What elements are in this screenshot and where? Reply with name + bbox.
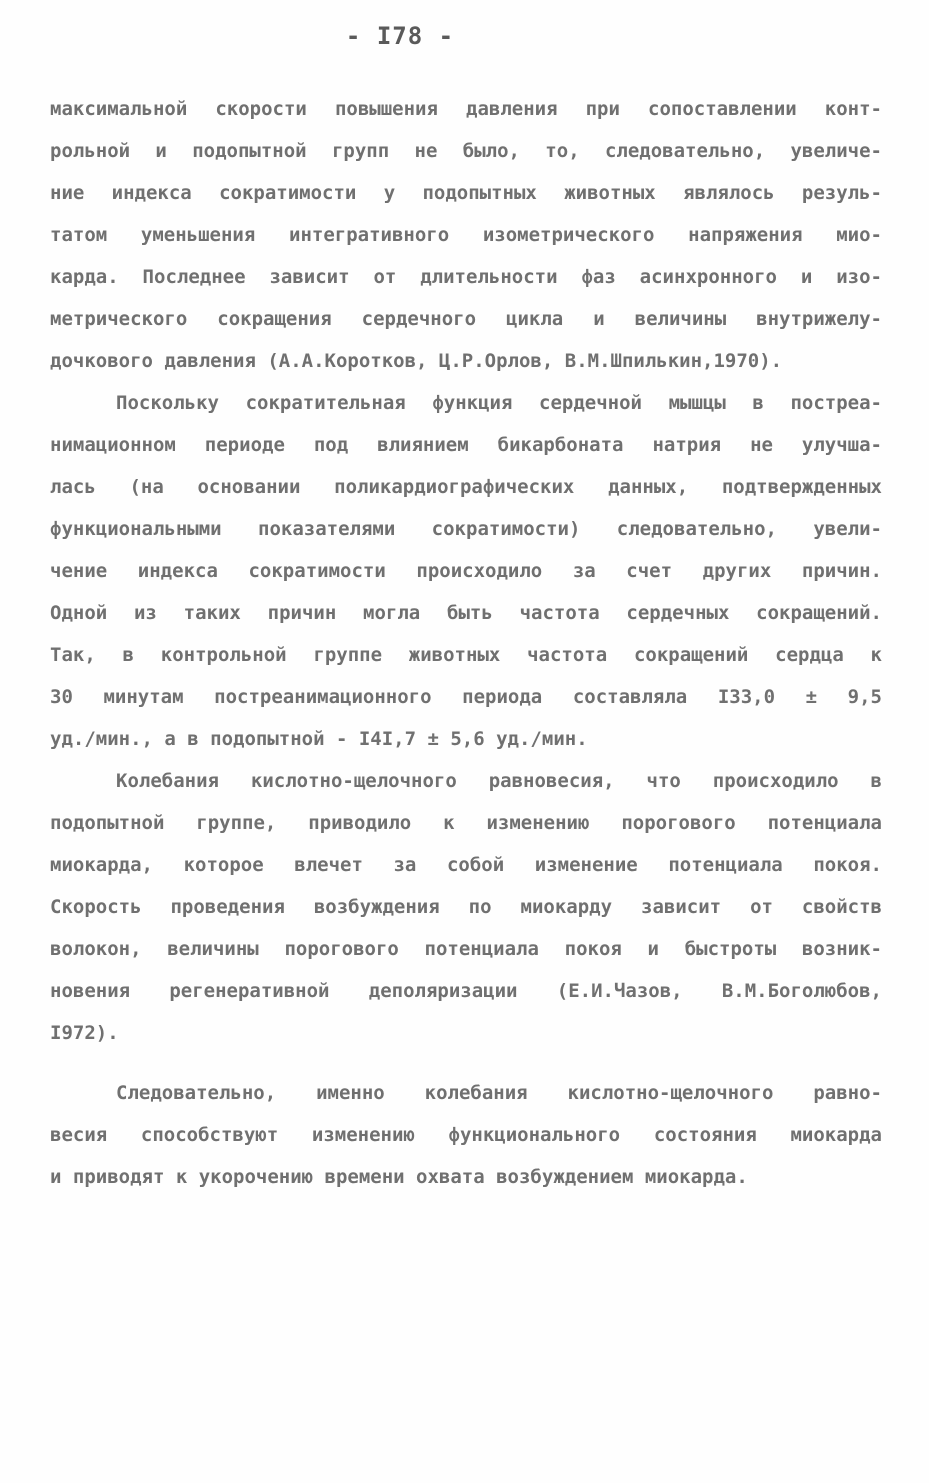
text-line: 30 минутам постреанимационного периода составляла I33,0 ± 9,5 xyxy=(50,686,882,708)
text-line: Поскольку сократительная функция сердечной мышцы в постреа- xyxy=(116,392,882,414)
text-line: татом уменьшения интегративного изометрического напряжения мио- xyxy=(50,224,882,246)
paragraph-gap xyxy=(50,1054,882,1072)
paragraph-2 xyxy=(50,382,882,760)
paragraph-3 xyxy=(50,760,882,1054)
text-line: уд./мин., а в подопытной - I4I,7 ± 5,6 уд./мин. xyxy=(50,728,588,750)
text-line: карда. Последнее зависит от длительности фаз асинхронного и изо- xyxy=(50,266,882,288)
text-line: Следовательно, именно колебания кислотно-щелочного равно- xyxy=(116,1082,882,1104)
text-line: максимальной скорости повышения давления при сопоставлении конт- xyxy=(50,98,882,120)
text-line: миокарда, которое влечет за собой изменение потенциала покоя. xyxy=(50,854,882,876)
paragraph-1 xyxy=(50,88,882,382)
text-line: и приводят к укорочению времени охвата возбуждением миокарда. xyxy=(50,1166,748,1188)
text-line: I972). xyxy=(50,1022,119,1044)
text-line: дочкового давления (А.А.Коротков, Ц.Р.Орлов, В.М.Шпилькин,1970). xyxy=(50,350,783,372)
text-line: рольной и подопытной групп не было, то, следовательно, увеличе- xyxy=(50,140,882,162)
paragraph-4 xyxy=(50,1072,882,1198)
text-line: ние индекса сократимости у подопытных животных являлось резуль- xyxy=(50,182,882,204)
page-number: - I78 - xyxy=(345,22,455,50)
text-line: Так, в контрольной группе животных частота сокращений сердца к xyxy=(50,644,882,666)
text-line: чение индекса сократимости происходило за счет других причин. xyxy=(50,560,882,582)
text-line: Одной из таких причин могла быть частота сердечных сокращений. xyxy=(50,602,882,624)
text-line: нимационном периоде под влиянием бикарбоната натрия не улучша- xyxy=(50,434,882,456)
text-line: новения регенеративной деполяризации (Е.И.Чазов, В.М.Боголюбов, xyxy=(50,980,882,1002)
text-line: функциональными показателями сократимости) следовательно, увели- xyxy=(50,518,882,540)
text-line: волокон, величины порогового потенциала покоя и быстроты возник- xyxy=(50,938,882,960)
text-line: Скорость проведения возбуждения по миокарду зависит от свойств xyxy=(50,896,882,918)
text-line: метрического сокращения сердечного цикла и величины внутрижелу- xyxy=(50,308,882,330)
text-line: Колебания кислотно-щелочного равновесия, что происходило в xyxy=(116,770,882,792)
body-text xyxy=(50,88,882,1198)
text-line: подопытной группе, приводило к изменению порогового потенциала xyxy=(50,812,882,834)
text-line: весия способствуют изменению функционального состояния миокарда xyxy=(50,1124,882,1146)
text-line: лась (на основании поликардиографических данных, подтвержденных xyxy=(50,476,882,498)
